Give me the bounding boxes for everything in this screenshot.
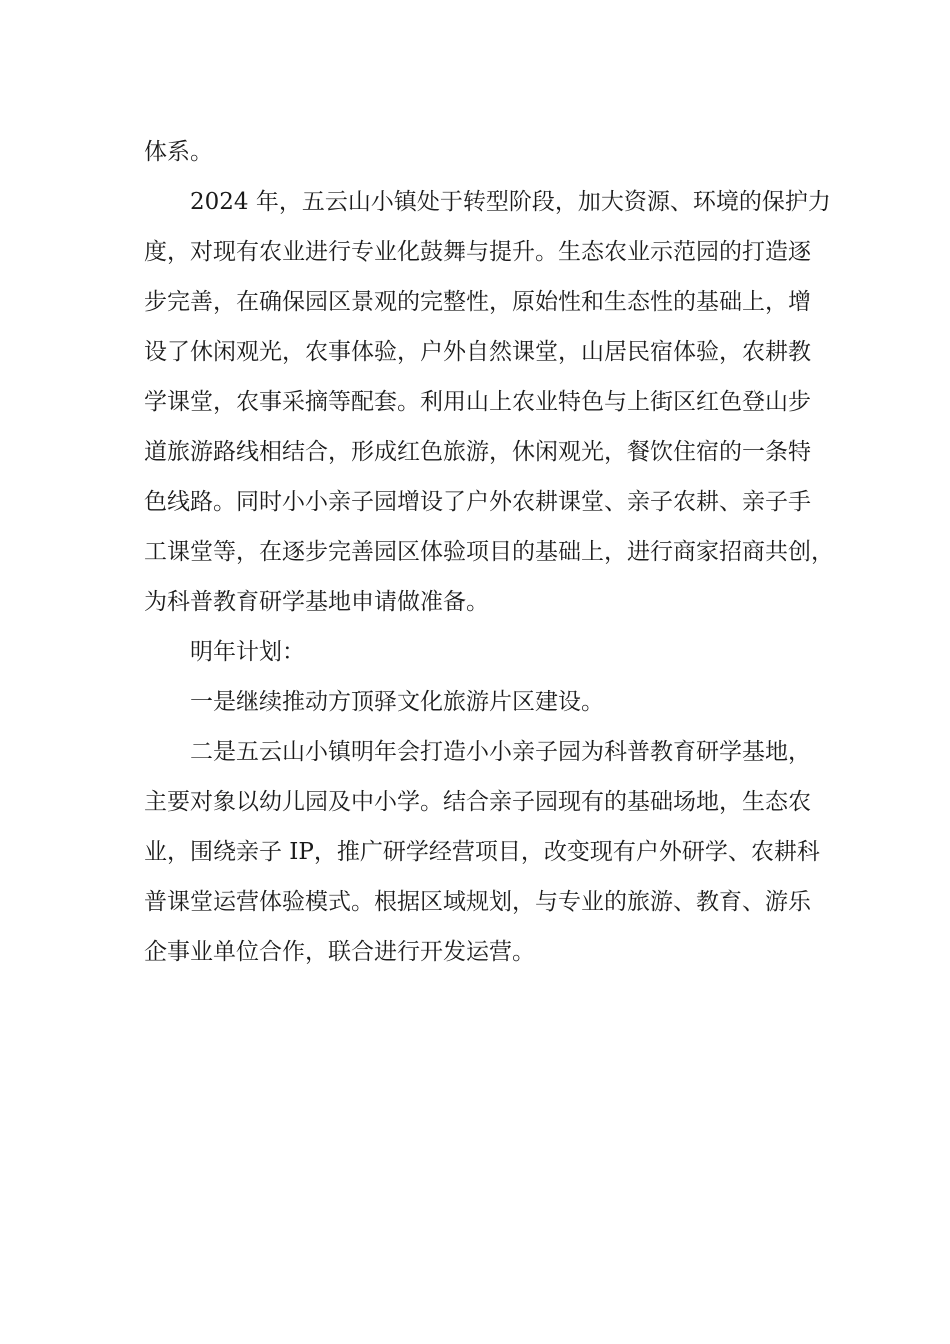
text-line: 业，围绕亲子 IP，推广研学经营项目，改变现有户外研学、农耕科 [144, 839, 820, 865]
text-line: 度，对现有农业进行专业化鼓舞与提升。生态农业示范园的打造逐 [144, 239, 811, 265]
text-line: 普课堂运营体验模式。根据区域规划，与专业的旅游、教育、游乐 [144, 889, 811, 915]
text-line: 色线路。同时小小亲子园增设了户外农耕课堂、亲子农耕、亲子手 [144, 489, 811, 515]
section-heading: 明年计划： [190, 639, 305, 665]
text-line: 企事业单位合作，联合进行开发运营。 [144, 939, 535, 965]
text-line: 工课堂等，在逐步完善园区体验项目的基础上，进行商家招商共创， [144, 539, 834, 565]
text-line: 一是继续推动方顶驿文化旅游片区建设。 [190, 689, 604, 715]
text-line: 主要对象以幼儿园及中小学。结合亲子园现有的基础场地，生态农 [144, 789, 811, 815]
text-line: 二是五云山小镇明年会打造小小亲子园为科普教育研学基地， [190, 739, 811, 765]
text-line: 步完善，在确保园区景观的完整性，原始性和生态性的基础上，增 [144, 289, 811, 315]
text-line: 设了休闲观光，农事体验，户外自然课堂，山居民宿体验，农耕教 [144, 339, 811, 365]
text-line: 学课堂，农事采摘等配套。利用山上农业特色与上街区红色登山步 [144, 389, 811, 415]
text-line: 2024 年，五云山小镇处于转型阶段，加大资源、环境的保护力 [190, 189, 831, 215]
text-line: 为科普教育研学基地申请做准备。 [144, 589, 489, 615]
text-line: 道旅游路线相结合，形成红色旅游，休闲观光，餐饮住宿的一条特 [144, 439, 811, 465]
text-line: 体系。 [144, 139, 213, 165]
